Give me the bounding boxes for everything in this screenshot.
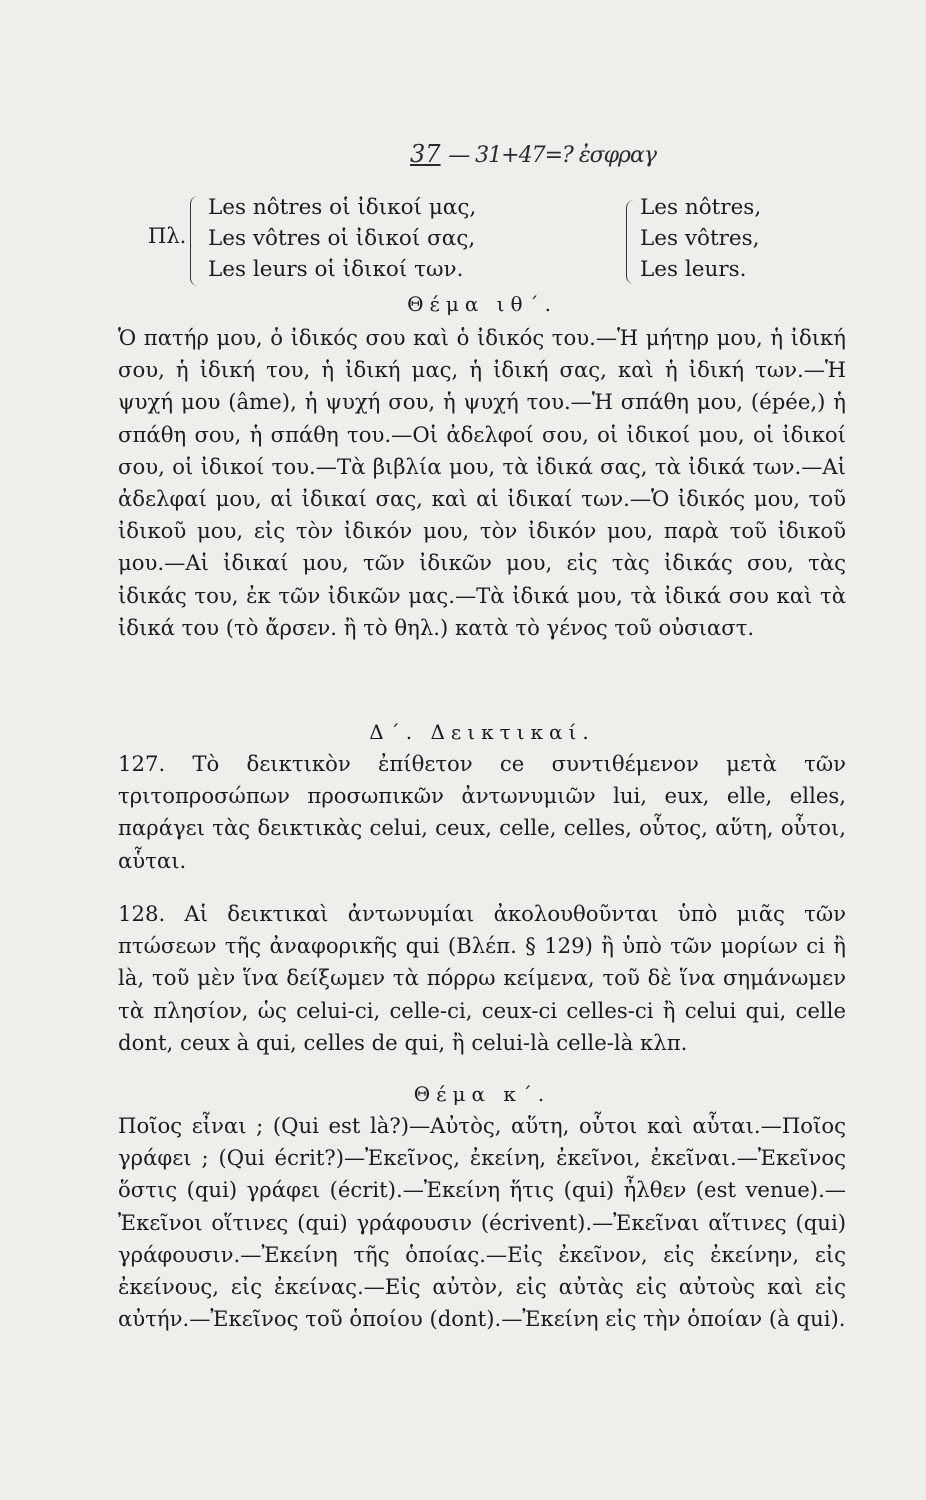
plural-pronoun-table (148, 192, 838, 292)
right-brace-icon (626, 200, 637, 284)
theme-heading: Θέμα ιθ΄. (407, 292, 557, 316)
plural-right-line: Les vôtres, (640, 226, 760, 251)
page-header (410, 140, 830, 190)
plural-line: Les nôtres οἱ ἰδικοί μας, (208, 195, 477, 220)
handwritten-note: — 31+47=? ἐσφραγ (448, 143, 656, 168)
paragraph-128: 128. Αἱ δεικτικαὶ ἀντωνυμίαι ἀκολουθοῦνται ὑπὸ μιᾶς τῶν πτώσεων τῆς ἀναφορικῆς qui (Βλέπ. § 129) ἢ ὑπὸ τῶν μορίων ci ἢ là, τοῦ μὲν ἵνα δείξωμεν τὰ πόρρω κείμενα, τοῦ δὲ ἵνα σημάνωμεν τὰ πλησίον, ὡς celui-ci, celle-ci, ceux-ci celles-ci ἢ celui qui, celle dont, ceux à qui, celles de qui, ἢ celui-là celle-là κλπ. (118, 901, 846, 1055)
page-number: 37 (410, 140, 441, 168)
paragraph-127: 127. Τὸ δεικτικὸν ἐπίθετον ce συντιθέμενον μετὰ τῶν τριτοπροσώπων προσωπικῶν ἀντωνυμιῶν lui, eux, elle, elles, παράγει τὰς δεικτικὰς celui, ceux, celle, celles, οὗτος, αὕτη, οὗτοι, αὗται. (118, 751, 846, 873)
plural-forms-left (208, 192, 608, 285)
plural-right-line: Les leurs. (640, 257, 747, 282)
plural-line: Les leurs οἱ ἰδικοί των. (208, 257, 464, 282)
theme-exercise-text: Ποῖος εἶναι ; (Qui est là?)—Αὐτὸς, αὕτη, οὗτοι καὶ αὗται.—Ποῖος γράφει ; (Qui écrit?)—Ἐκεῖνος, ἐκείνη, ἐκεῖνοι, ἐκεῖναι.—Ἐκεῖνος ὅστις (qui) γράφει (écrit).—Ἐκείνη ἥτις (qui) ἦλθεν (est venue).—Ἐκεῖνοι οἵτινες (qui) γράφουσιν (écrivent).—Ἐκεῖναι αἵτινες (qui) γράφουσιν.—Ἐκείνη τῆς ὁποίας.—Εἰς ἐκεῖνον, εἰς ἐκείνην, εἰς ἐκείνους, εἰς ἐκείνας.—Εἰς αὐτὸν, εἰς αὐτὰς εἰς αὐτοὺς καὶ εἰς αὐτήν.—Ἐκεῖνος τοῦ ὁποίου (dont).—Ἐκείνη εἰς τὴν ὁποίαν (à qui). (118, 1113, 846, 1332)
plural-line: Les vôtres οἱ ἰδικοί σας, (208, 226, 476, 251)
plural-forms-right (640, 192, 840, 285)
plural-right-line: Les nôtres, (640, 195, 762, 220)
plural-label: Πλ. (148, 224, 187, 248)
section-heading: Δ΄. Δεικτικαί. (369, 720, 595, 744)
theme-exercise-text: Ὁ πατήρ μου, ὁ ἰδικός σου καὶ ὁ ἰδικός του.—Ἡ μήτηρ μου, ἡ ἰδική σου, ἡ ἰδική του, ἡ ἰδική μας, ἡ ἰδική σας, καὶ ἡ ἰδική των.—Ἡ ψυχή μου (âme), ἡ ψυχή σου, ἡ ψυχή του.—Ἡ σπάθη μου, (épée,) ἡ σπάθη σου, ἡ σπάθη του.—Οἱ ἀδελφοί σου, οἱ ἰδικοί μου, οἱ ἰδικοί σου, οἱ ἰδικοί του.—Τὰ βιβλία μου, τὰ ἰδικά σας, τὰ ἰδικά των.—Αἱ ἀδελφαί μου, αἱ ἰδικαί σας, καὶ αἱ ἰδικαί των.—Ὁ ἰδικός μου, τοῦ ἰδικοῦ μου, εἰς τὸν ἰδικόν μου, τὸν ἰδικόν μου, παρὰ τοῦ ἰδικοῦ μου.—Αἱ ἰδικαί μου, τῶν ἰδικῶν μου, εἰς τὰς ἰδικάς σου, τὰς ἰδικάς του, ἐκ τῶν ἰδικῶν μας.—Τὰ ἰδικά μου, τὰ ἰδικά σου καὶ τὰ ἰδικά του (τὸ ἄρσεν. ἢ τὸ θηλ.) κατὰ τὸ γένος τοῦ οὐσιαστ. (118, 325, 846, 640)
theme-heading: Θέμα κ΄. (413, 1082, 551, 1106)
left-brace-icon (190, 196, 201, 286)
